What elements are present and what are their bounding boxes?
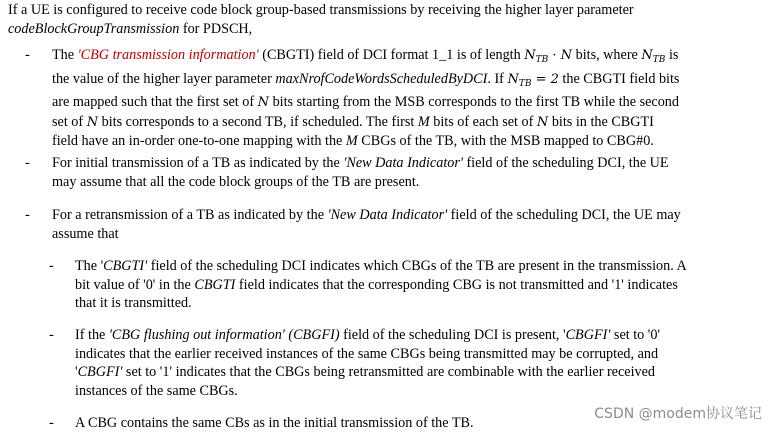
bullet-line: the value of the higher layer parameter maxNrofCodeWordsScheduledByDCI. If $N_{TB} = 2$ the CBGTI field bits: [52, 70, 680, 89]
bullet-line: For a retransmission of a TB as indicated by the 'New Data Indicator' field of the scheduling DCI, the UE may: [52, 207, 681, 223]
dash-marker: -: [49, 415, 54, 431]
param-codeblockgrouptransmission: codeBlockGroupTransmission: [8, 20, 180, 37]
csdn-watermark: CSDN @modem协议笔记: [594, 405, 762, 422]
dash-marker: -: [49, 327, 54, 343]
bullet-line: 'CBGFI' set to '1' indicates that the CBGs being retransmitted are combinable with the earlier received: [75, 364, 656, 380]
bullet-line: field have an in-order one-to-one mapping with the M CBGs of the TB, with the MSB mapped to CBG#0.: [52, 133, 654, 149]
dash-marker: -: [25, 155, 30, 171]
bullet-line: that it is transmitted.: [75, 295, 192, 311]
field-cbgti: CBGTI': [103, 258, 148, 274]
bullet-line: instances of the same CBGs.: [75, 382, 238, 399]
dash-marker: -: [49, 258, 54, 274]
bullet-line: may assume that all the code block groups of the TB are present.: [52, 173, 420, 190]
bullet-line: are mapped such that the first set of N bits starting from the MSB corresponds to the first TB while the second: [52, 94, 679, 110]
bullet-line: set of N bits corresponds to a second TB, if scheduled. The first M bits of each set of N bits in the CBGTI: [52, 113, 654, 130]
field-cbg-transmission-information: 'CBG transmission information': [77, 47, 259, 63]
intro-paragraph: [8, 1, 634, 38]
formula-ntb-times-n: $N_{TB} \cdot N$: [524, 48, 573, 65]
dash-marker: -: [25, 207, 30, 223]
bullet-line: assume that: [52, 225, 119, 242]
field-new-data-indicator: 'New Data Indicator': [343, 155, 463, 171]
field-new-data-indicator: 'New Data Indicator': [327, 207, 448, 223]
bullet-line: If the 'CBG flushing out information' (CBGFI) field of the scheduling DCI is present, 'CBGFI' set to '0': [75, 327, 661, 343]
field-cbgti: CBGTI: [194, 276, 236, 293]
param-maxnrofcodewords: maxNrofCodeWordsScheduledByDCI: [275, 70, 488, 87]
intro-line-2: codeBlockGroupTransmission for PDSCH,: [8, 20, 253, 37]
bullet-line: A CBG contains the same CBs as in the initial transmission of the TB.: [75, 415, 474, 431]
intro-line-1: If a UE is configured to receive code block group-based transmissions by receiving the higher layer parameter: [8, 2, 634, 18]
bullet-line: The 'CBG transmission information' (CBGTI) field of DCI format 1_1 is of length $N_{TB} \cdot N$ bits, where $N_{TB}$ is: [52, 47, 679, 65]
bullet-line: bit value of '0' in the CBGTI field indicates that the corresponding CBG is not transmitted and '1' indicates: [75, 276, 678, 293]
bullet-line: The 'CBGTI' field of the scheduling DCI indicates which CBGs of the TB are present in the transmission. A: [75, 258, 687, 274]
formula-ntb-equals-2: $N_{TB} = 2$: [507, 71, 559, 89]
bullet-line: indicates that the earlier received instances of the same CBGs being transmitted may be corrupted, and: [75, 345, 659, 362]
field-cbg-flushing-out-information: 'CBG flushing out information' (CBGFI): [108, 327, 340, 343]
field-cbgfi: CBGFI': [565, 327, 611, 343]
field-cbgfi: CBGFI': [77, 364, 123, 380]
dash-marker: -: [25, 47, 30, 63]
symbol-ntb: $N_{TB}$: [641, 48, 666, 65]
bullet-line: For initial transmission of a TB as indicated by the 'New Data Indicator' field of the scheduling DCI, the UE: [52, 155, 669, 171]
